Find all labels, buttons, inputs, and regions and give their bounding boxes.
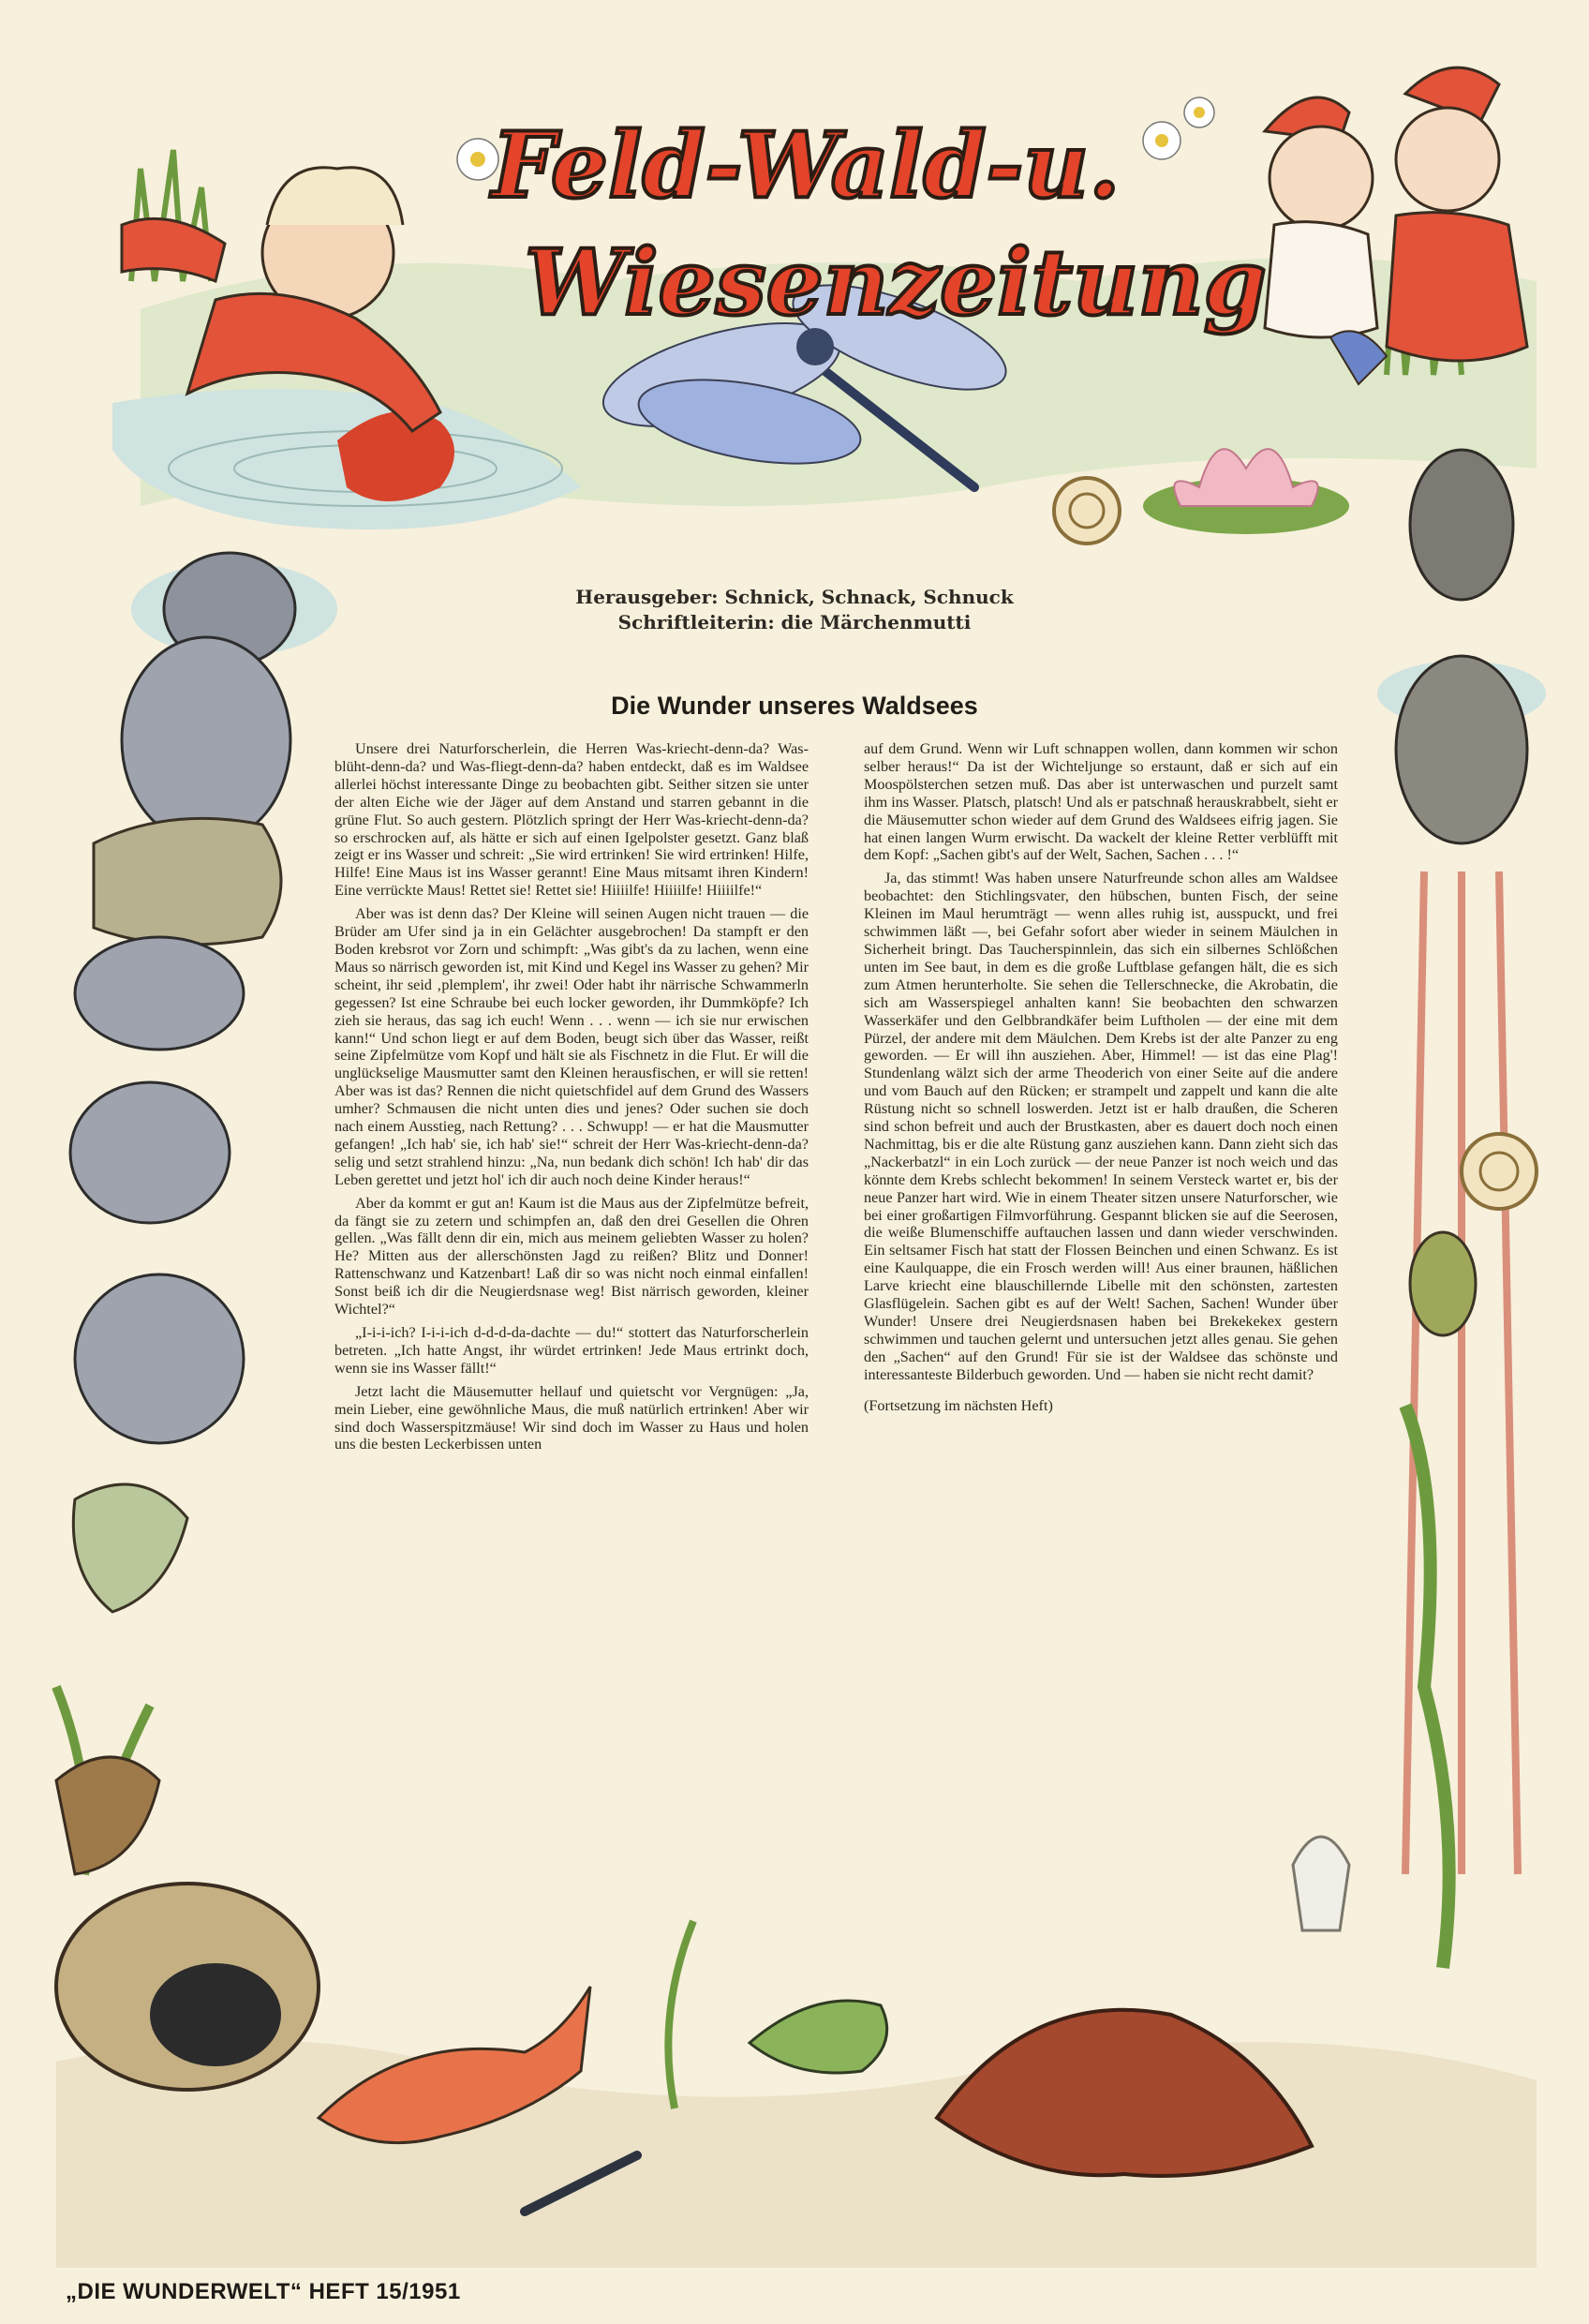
article-title: Die Wunder unseres Waldsees — [611, 692, 978, 720]
snail-drawing — [1054, 478, 1120, 544]
beetle-drawing — [1410, 450, 1513, 600]
frog-drawing — [750, 2001, 887, 2073]
continuation-note: (Fortsetzung im nächsten Heft) — [864, 1396, 1053, 1414]
editor-line: Schriftleiterin: die Märchenmutti — [617, 611, 972, 633]
article-left-column — [334, 740, 809, 1459]
bottom-illustration — [56, 1884, 1537, 2268]
paragraph: Jetzt lacht die Mäusemutter hellauf und quietscht vor Vergnügen: „Ja, mein Lieber, eine gewöhnliche Maus, die muß natürlich ertrinken! Aber wir sind doch Wasserspitzmäuse! Wir sind doch im Wasser zu Haus und holen uns die besten Leckerbissen unten — [334, 1382, 809, 1453]
svg-text:Feld-Wald-u.: Feld-Wald-u. — [492, 112, 1121, 218]
left-border-illustration — [56, 553, 337, 1874]
publisher-line: Herausgeber: Schnick, Schnack, Schnuck — [575, 586, 1014, 608]
paragraph: Aber was ist denn das? Der Kleine will seinen Augen nicht trauen — die Brüder am Ufer sind ja in ein Gelächter ausgebrochen! Da stampft er den Boden krebsrot vor Zorn und schimpft: „Was gibt's da zu lachen, wenn eine Maus so närrisch geworden ist, mit Kind und Kegel ins Wasser zu gehen? Mir scheint, ihr seid ‚plemplem', ihr zwei! Oder habt ihr närrische Schwammerln gegessen? Ist eine Schraube bei euch locker geworden, ihr Dummköpfe? Ich zieh sie heraus, das sag ich euch! Wenn . . . wenn — ich sie nur erwischen kann!“ Und schon liegt er auf dem Boden, beugt sich über das Wasser, reißt seine Zipfelmütze vom Kopf und hält sie als Fischnetz in die Flut. Er will die unglückselige Mausmutter samt den Kleinen herausfischen, er will sie retten! Aber was ist das? Rennen die nicht quietschfidel auf dem Grund des Wassers umher? Schmausen die nicht unten dies und jenes? Oder suchen sie doch nach einem Ausstieg, nach Rettung? . . . Schwupp! — er hat die Mausmutter gefangen! „Ich hab' sie, ich hab' sie!“ schreit der Herr Was-kriecht-denn-da? selig und setzt strahlend hinzu: „Na, nun bedank dich schön! Ich hab' dir das Leben gerettet und jetzt hol' ich dir auch noch deine Kinder heraus!“ — [334, 905, 809, 1188]
paragraph: auf dem Grund. Wenn wir Luft schnappen wollen, dann kommen wir schon selber heraus!“ Da ist der Wichteljunge so erstaunt, daß er sich auf ein Moospölsterchen setzen muß. Das aber ist unterwaschen und purzelt samt ihm ins Wasser. Platsch, platsch! Und als er patschnaß herauskrabbelt, sieht er die Mäusemutter schon wieder auf dem Grund des Waldsees eifrig jagen. Sie hat einen langen Wurm erwischt. Da wackelt der kleine Retter verblüfft mit dem Kopf: „Sachen gibt's auf der Welt, Sachen, Sachen . . . !“ — [864, 740, 1338, 864]
paragraph: Unsere drei Naturforscherlein, die Herren Was-kriecht-denn-da? Was-blüht-denn-da? und Was-fliegt-denn-da? haben entdeckt, daß es im Waldsee allerlei höchst interessante Dinge zu beobachten gibt. Seither sitzen sie unter der alten Eiche wie der Jäger auf dem Anstand und starren gebannt in die grüne Flut. So auch gestern. Plötzlich springt der Herr Was-kriecht-denn-da? so erschrocken auf, als hätte er sich auf einen Igelpolster gesetzt. Ganz blaß zeigt er ins Wasser und schreit: „Sie wird ertrinken! Sie wird ertrinken! Hilfe, Hilfe! Eine Maus ist ins Wasser gerannt! Eine Maus mitsamt ihren Kindern! Eine verrückte Maus! Rettet sie! Rettet sie! Hiiiilfe! Hiiiilfe! Hiiiilfe!“ — [334, 740, 809, 900]
gnome-children-drawing — [1265, 67, 1527, 384]
svg-text:Wiesenzeitung: Wiesenzeitung — [525, 230, 1267, 335]
paragraph: Ja, das stimmt! Was haben unsere Naturfreunde schon alles am Waldsee beobachtet: den Stichlingsvater, den hübschen, bunten Fisch, der seine Kleinen im Maul herumträgt — wenn alles ruhig ist, ausspuckt, und frei schwimmen läßt —, bei Gefahr sofort aber wieder in seinem Mäulchen in Sicherheit bringt. Das Taucherspinnlein, das sich ein silbernes Schlößchen unten im See baut, in dem es die große Luftblase gefangen hält, die es sich zum Atmen herunterholte. Sie sehen die Tellerschnecke, die Akrobatin, die sich am Wasserspiegel anhalten kann! Sie beobachten den schwarzen Wasserkäfer und den Gelbbrandkäfer beim Luftholen — der eine mit dem Pürzel, der andere mit dem Mäulchen. Dem Krebs ist der alte Panzer zu eng geworden. — Er will ihn ausziehen. Aber, Himmel! — ist das eine Plag'! Stundenlang wälzt sich der arme Theoderich von einer Seite auf die andere und vom Bauch auf den Rücken; er strampelt und zappelt und kann die alte Rüstung nicht so schnell loswerden. Jetzt ist er halb draußen, die Scheren sind schon befreit und auch der Brustkasten, aber es dauert doch noch einen Nachmittag, bis er die alte Rüstung ganz ausziehen kann. Dann zieht sich das „Nackerbatzl“ in ein Loch zurück — der neue Panzer ist noch weich und das könnte dem Krebs schlecht bekommen! In seinem Versteck wartet er, bis der neue Panzer hart wird. Wie in einem Theater sitzen unsere Naturforscher, wie bei einer großartigen Filmvorführung. Gespannt blicken sie auf die Seerosen, die weiße Blumenschiffe auftauchen lassen und dann wieder verschwinden. Ein seltsamer Fisch hat statt der Flossen Beinchen und einen Schwanz. Es ist eine Kaulquappe, die ein Frosch werden will! Aus einer braunen, häßlichen Larve kriecht eine blauschillernde Libelle mit den schönsten, zartesten Glasflügelein. Sachen gibt es auf der Welt! Sachen, Sachen! Wunder über Wunder! Unsere drei Neugierdsnasen haben bei Brekekekex gestern schwimmen und tauchen gelernt und untersuchen jetzt alles genau. Sie gehen den „Sachen“ auf den Grund! Für sie ist der Waldsee das schönste und interessanteste Bilderbuch geworden. Und — haben sie nicht recht damit? — [864, 870, 1338, 1383]
crayfish-drawing — [937, 2010, 1312, 2176]
footer-issue: „DIE WUNDERWELT“ HEFT 15/1951 — [66, 2279, 461, 2304]
paragraph: „I-i-i-ich? I-i-i-ich d-d-d-da-dachte — du!“ stottert das Naturforscherlein betreten. „Ich hatte Angst, ihr würdet ertrinken! Jede Maus ertrinkt doch, wenn sie ins Wasser fällt!“ — [334, 1324, 809, 1377]
paragraph: Aber da kommt er gut an! Kaum ist die Maus aus der Zipfelmütze befreit, da fängt sie zu zetern und schimpfen an, daß den drei Gesellen die Ohren gellen. „Was fällt denn dir ein, mich aus meinem geliebten Wasser zu holen? He? Mitten aus der allerschönsten Jagd zu reißen? Blitz und Donner! Rattenschwanz und Katzenbart! Laß dir so was nicht noch einmal einfallen! Sonst beiß ich dir die Neugierdsnase weg! Bist närrisch geworden, kleiner Wichtel?“ — [334, 1194, 809, 1318]
article-right-column — [864, 740, 1338, 1421]
